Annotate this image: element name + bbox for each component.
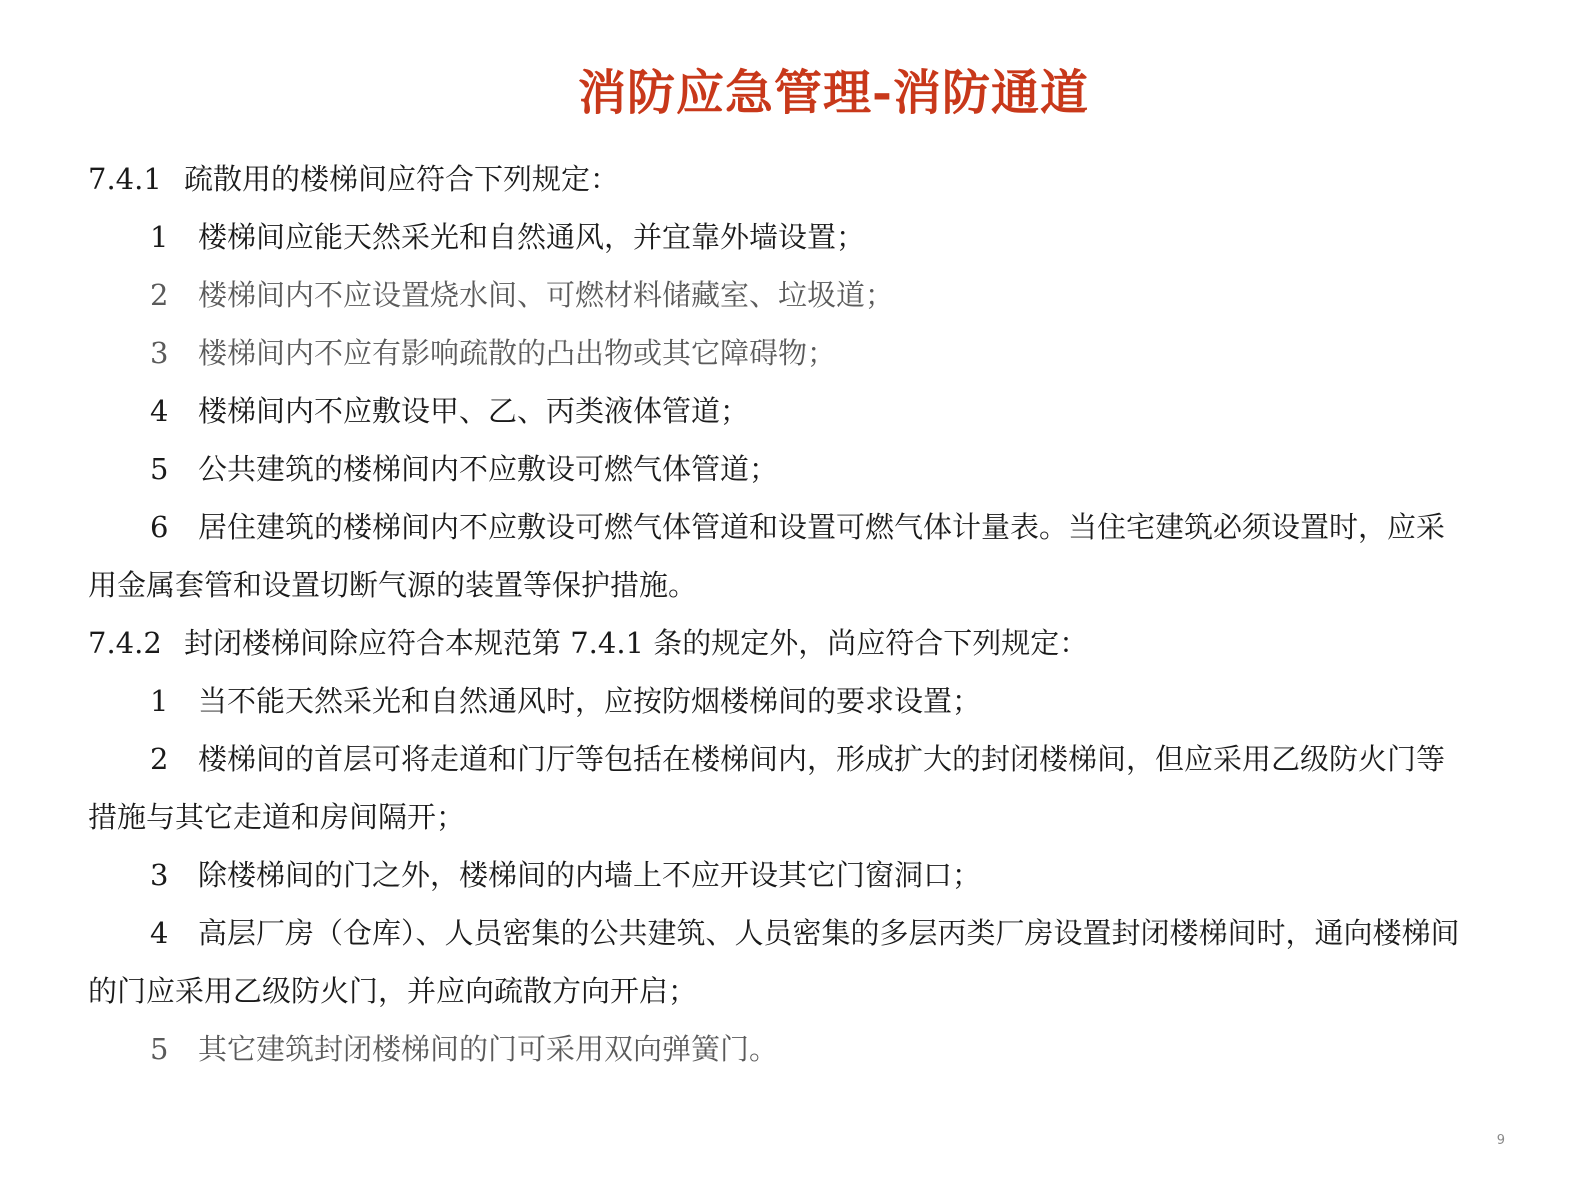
list-item xyxy=(88,672,1488,730)
item-text: 居住建筑的楼梯间内不应敷设可燃气体管道和设置可燃气体计量表。当住宅建筑必须设置时，应采用金属套管和设置切断气源的装置等保护措施。 xyxy=(88,510,1446,602)
list-item xyxy=(88,324,1488,382)
item-number: 5 xyxy=(150,452,169,486)
section-heading-text: 封闭楼梯间除应符合本规范第 7.4.1 条的规定外，尚应符合下列规定： xyxy=(184,626,1089,660)
section-heading-text: 疏散用的楼梯间应符合下列规定： xyxy=(184,162,620,196)
section-heading-7-4-2 xyxy=(88,614,1488,672)
section-number: 7.4.1 xyxy=(88,162,162,196)
slide-title: 消防应急管理-消防通道 xyxy=(578,65,1089,121)
section-number: 7.4.2 xyxy=(88,626,162,660)
item-number: 5 xyxy=(150,1032,169,1066)
item-number: 3 xyxy=(150,336,169,370)
list-item xyxy=(88,730,1470,846)
item-text: 当不能天然采光和自然通风时，应按防烟楼梯间的要求设置； xyxy=(198,684,982,718)
item-text: 公共建筑的楼梯间内不应敷设可燃气体管道； xyxy=(198,452,779,486)
item-text: 楼梯间内不应有影响疏散的凸出物或其它障碍物； xyxy=(198,336,837,370)
item-text: 楼梯间应能天然采光和自然通风，并宜靠外墙设置； xyxy=(198,220,866,254)
item-text: 高层厂房（仓库）、人员密集的公共建筑、人员密集的多层丙类厂房设置封闭楼梯间时，通向楼梯间的门应采用乙级防火门，并应向疏散方向开启； xyxy=(88,916,1460,1008)
list-item xyxy=(88,904,1470,1020)
item-text: 其它建筑封闭楼梯间的门可采用双向弹簧门。 xyxy=(198,1032,779,1066)
item-text: 楼梯间内不应敷设甲、乙、丙类液体管道； xyxy=(198,394,750,428)
item-text: 除楼梯间的门之外，楼梯间的内墙上不应开设其它门窗洞口； xyxy=(198,858,982,892)
item-number: 3 xyxy=(150,858,169,892)
item-text: 楼梯间内不应设置烧水间、可燃材料储藏室、垃圾道； xyxy=(198,278,895,312)
item-number: 4 xyxy=(150,916,169,950)
item-number: 1 xyxy=(150,684,169,718)
item-number: 2 xyxy=(150,278,169,312)
regulation-text xyxy=(88,150,1488,1078)
item-number: 4 xyxy=(150,394,169,428)
list-item xyxy=(88,846,1488,904)
list-item xyxy=(88,266,1488,324)
list-item xyxy=(88,208,1488,266)
list-item xyxy=(88,498,1470,614)
list-item xyxy=(88,440,1488,498)
list-item xyxy=(88,382,1488,440)
list-item xyxy=(88,1020,1488,1078)
item-text: 楼梯间的首层可将走道和门厅等包括在楼梯间内，形成扩大的封闭楼梯间，但应采用乙级防火门等措施与其它走道和房间隔开； xyxy=(88,742,1446,834)
item-number: 6 xyxy=(150,510,169,544)
section-heading-7-4-1 xyxy=(88,150,1488,208)
item-number: 1 xyxy=(150,220,169,254)
item-number: 2 xyxy=(150,742,169,776)
page-number: 9 xyxy=(1496,1133,1505,1148)
